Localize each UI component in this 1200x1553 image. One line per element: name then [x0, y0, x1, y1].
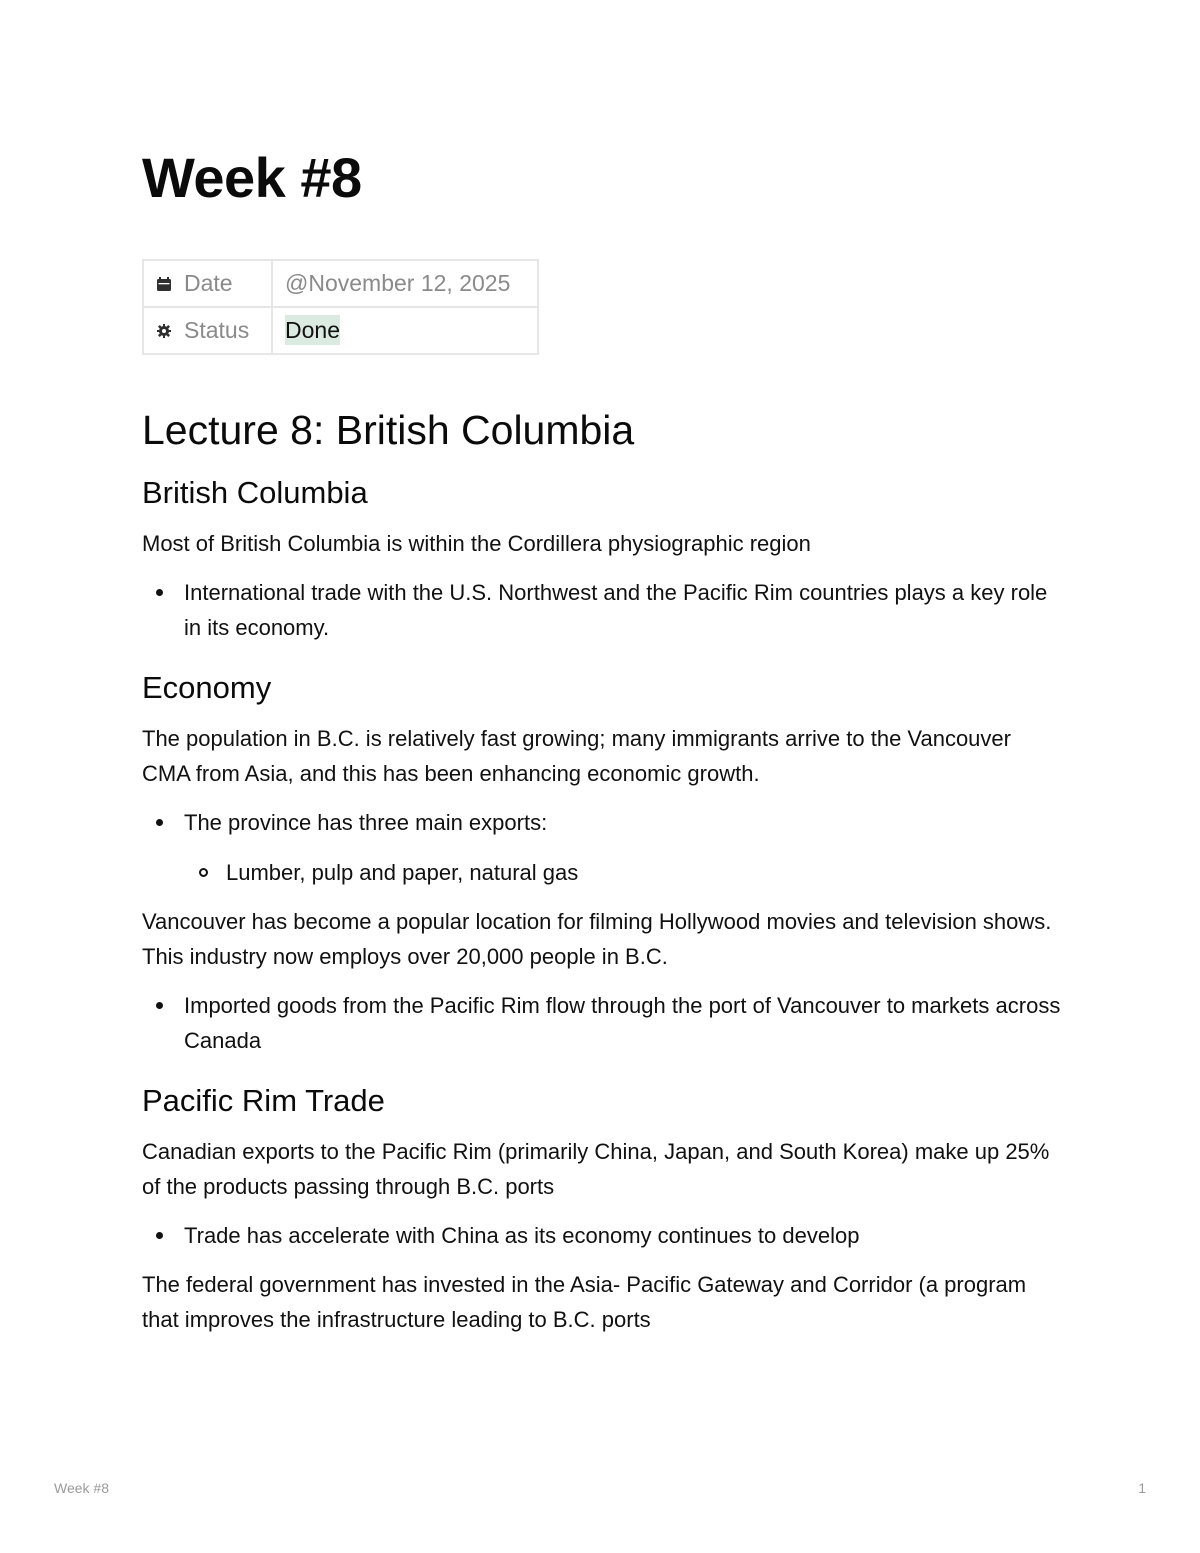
list-item: International trade with the U.S. Northwest and the Pacific Rim countries plays a key role in its economy. — [142, 575, 1062, 645]
paragraph: Canadian exports to the Pacific Rim (primarily China, Japan, and South Korea) make up 25% of the products passing through B.C. ports — [142, 1139, 1050, 1199]
calendar-icon — [156, 271, 172, 287]
section-heading-economy: Economy — [142, 670, 272, 705]
section-heading-pacific-rim-trade: Pacific Rim Trade — [142, 1083, 385, 1118]
footer-title: Week #8 — [54, 1480, 109, 1496]
bullet-list — [142, 988, 1062, 1058]
paragraph: The federal government has invested in the Asia- Pacific Gateway and Corridor (a program that improves the infrastructure leading to B.C. ports — [142, 1272, 1027, 1332]
section-heading-british-columbia: British Columbia — [142, 475, 368, 510]
property-value-status[interactable] — [272, 307, 538, 354]
property-row-status — [143, 307, 538, 354]
date-value[interactable]: @November 12, 2025 — [285, 270, 511, 296]
bullet-list — [142, 805, 1062, 840]
paragraph: Most of British Columbia is within the Cordillera physiographic region — [142, 531, 811, 556]
list-item: The province has three main exports: — [142, 805, 1062, 840]
property-key-label: Status — [184, 317, 250, 343]
property-row-date — [143, 260, 538, 307]
page-number: 1 — [1138, 1480, 1146, 1496]
paragraph: The population in B.C. is relatively fast growing; many immigrants arrive to the Vancouver CMA from Asia, and this has been enhancing economic growth. — [142, 726, 1011, 786]
paragraph: Vancouver has become a popular location for filming Hollywood movies and television shows. This industry now employs over 20,000 people in B.C. — [142, 909, 1052, 969]
property-key-date — [143, 260, 272, 307]
lecture-heading: Lecture 8: British Columbia — [142, 407, 635, 453]
bullet-list — [142, 575, 1062, 645]
page-title: Week #8 — [142, 146, 362, 209]
status-gear-icon — [156, 318, 172, 334]
property-value-date[interactable] — [272, 260, 538, 307]
document-body — [142, 398, 1062, 1337]
list-item: Trade has accelerate with China as its economy continues to develop — [142, 1218, 1062, 1253]
bullet-list — [142, 1218, 1062, 1253]
properties-table — [142, 259, 539, 355]
list-item: Lumber, pulp and paper, natural gas — [142, 855, 1062, 890]
sub-bullet-list — [142, 855, 1062, 890]
list-item: Imported goods from the Pacific Rim flow through the port of Vancouver to markets across Canada — [142, 988, 1062, 1058]
property-key-label: Date — [184, 270, 233, 296]
property-key-status — [143, 307, 272, 354]
status-badge[interactable]: Done — [285, 317, 340, 343]
